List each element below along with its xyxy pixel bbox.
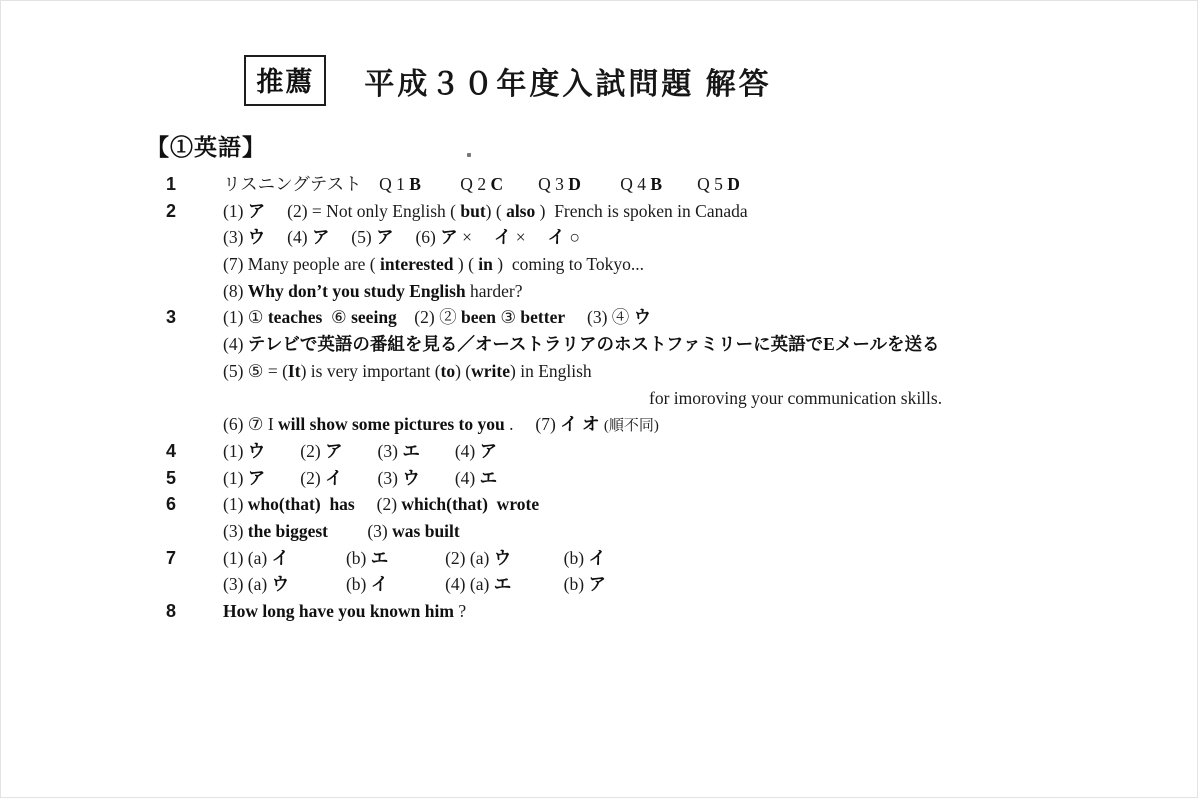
text-segment: イ [325, 467, 343, 488]
text-segment: was built [392, 520, 460, 541]
text-segment: C [490, 174, 504, 194]
text-segment: (6) [393, 227, 441, 248]
text-segment: (6) ⑦ I [223, 414, 279, 435]
text-segment: How long have you known him [223, 601, 454, 622]
text-segment: (b) [511, 574, 589, 595]
text-segment: but [460, 200, 486, 221]
text-segment: × [457, 227, 494, 248]
text-segment: also [506, 200, 536, 221]
text-segment: イ [370, 574, 389, 595]
text-segment: D [727, 174, 740, 194]
text-segment: (3) (a) [223, 574, 272, 595]
answer-line [223, 171, 1167, 198]
text-segment: the biggest [247, 520, 328, 541]
row-number: 5 [166, 467, 177, 488]
text-segment: Q 2 [420, 174, 491, 194]
text-segment: ア [311, 227, 330, 248]
text-segment: (b) [511, 547, 589, 568]
text-segment: (2) (a) [388, 547, 494, 568]
text-segment: ア [376, 227, 394, 248]
answer-line [223, 571, 1167, 598]
text-segment: イ [271, 547, 290, 568]
document-header [1, 55, 1197, 106]
text-segment: イ [493, 227, 512, 248]
row-body [223, 438, 1167, 465]
row-number: 7 [166, 547, 177, 568]
text-segment: (5) [329, 227, 377, 248]
text-segment: (3) [327, 520, 393, 541]
text-segment: which(that) wrote [401, 494, 540, 515]
answer-line [223, 224, 1167, 251]
text-segment: ア [588, 574, 606, 595]
answer-row [166, 491, 1167, 544]
text-segment: リスニングテスト Q 1 [223, 174, 410, 194]
row-body [223, 465, 1167, 492]
text-segment: ⑥ [322, 307, 352, 328]
text-segment: (順不同) [603, 418, 659, 435]
answer-row [166, 198, 1167, 305]
text-segment: (2) [354, 494, 402, 515]
text-segment: ) ( [485, 200, 507, 221]
text-segment: Q 5 [662, 174, 728, 194]
text-segment: Why don’t you study English [247, 280, 466, 301]
text-segment: イ [547, 227, 565, 248]
text-segment: (5) ⑤ = ( [223, 360, 288, 381]
text-segment: Q 4 [580, 174, 651, 194]
text-segment: (7) Many people are ( [223, 254, 380, 275]
row-body [223, 198, 1167, 305]
answer-row [166, 598, 1167, 625]
row-body [223, 545, 1167, 598]
text-segment: teaches [267, 307, 323, 328]
text-segment: エ [479, 467, 498, 488]
text-segment: (8) [223, 280, 248, 301]
text-segment: been [460, 307, 496, 328]
answer-line [223, 251, 1167, 278]
text-segment: ウ [247, 227, 266, 248]
answer-row [166, 304, 1167, 437]
text-segment: ) is very important ( [300, 360, 441, 381]
text-segment: (1) [223, 467, 248, 488]
row-body [223, 598, 1167, 625]
text-segment: (4) [223, 334, 248, 355]
text-segment: harder? [465, 280, 523, 301]
text-segment: interested [379, 254, 454, 275]
text-segment: (2) = Not only English ( [265, 200, 461, 221]
answer-row [166, 438, 1167, 465]
answer-line [223, 358, 1167, 385]
text-segment: ア [247, 467, 266, 488]
answer-line [223, 304, 1167, 331]
row-body [223, 171, 1167, 198]
answer-line [223, 411, 1167, 438]
text-segment: ) coming to Tokyo... [492, 254, 644, 275]
text-segment: エ [370, 547, 389, 568]
text-segment: (b) [289, 547, 371, 568]
text-segment: for imoroving your communication skills. [649, 387, 943, 408]
answer-line [223, 331, 1167, 358]
text-segment: ウ [633, 307, 652, 328]
text-segment: B [650, 174, 663, 194]
text-segment: to [440, 360, 456, 381]
answer-line [223, 598, 1167, 625]
row-number: 3 [166, 307, 177, 328]
row-number: 6 [166, 494, 177, 515]
text-segment: × [511, 227, 548, 248]
text-segment: エ [493, 574, 512, 595]
text-segment: It [287, 360, 301, 381]
text-segment: イ [588, 547, 606, 568]
text-segment: (4) [265, 227, 312, 248]
row-number: 4 [166, 440, 177, 461]
text-segment: ア [479, 440, 498, 461]
text-segment: イ オ [560, 414, 600, 435]
text-segment: ウ [247, 440, 266, 461]
text-segment: ○ [565, 227, 580, 248]
answer-line [223, 491, 1167, 518]
answer-line [223, 545, 1167, 572]
answer-line [223, 465, 1167, 492]
text-segment: D [568, 174, 581, 194]
text-segment: ア [325, 440, 343, 461]
answer-line [223, 385, 1167, 412]
text-segment: will show some pictures to you [278, 414, 505, 435]
text-segment: Q 3 [503, 174, 569, 194]
text-segment: (3) ④ [565, 307, 634, 328]
section-heading-english: 【①英語】 [146, 134, 266, 160]
text-segment: (3) [342, 467, 403, 488]
text-segment: ? [453, 601, 467, 622]
text-segment: who(that) has [247, 494, 355, 515]
text-segment: (1) ① [223, 307, 268, 328]
text-segment: (1) [223, 200, 248, 221]
text-segment: ウ [271, 574, 290, 595]
text-segment: (2) [265, 440, 326, 461]
answer-line [223, 278, 1167, 305]
text-segment: ③ [495, 307, 521, 328]
text-segment: (1) (a) [223, 547, 272, 568]
text-segment: (4) [419, 467, 480, 488]
text-segment: ) ( [453, 254, 479, 275]
text-segment: (2) ② [396, 307, 461, 328]
row-number: 1 [166, 174, 177, 194]
text-segment: (3) [223, 520, 248, 541]
text-segment: (3) [342, 440, 403, 461]
text-segment: in [478, 254, 493, 275]
answer-line [223, 518, 1167, 545]
text-segment: (1) [223, 494, 248, 515]
text-segment: ウ [402, 467, 420, 488]
text-segment: seeing [351, 307, 397, 328]
row-number: 2 [166, 200, 177, 221]
answer-line [223, 198, 1167, 225]
row-number: 8 [166, 601, 177, 622]
text-segment: テレビで英語の番組を見る／オーストラリアのホストファミリーに英語でEメールを送る [247, 334, 940, 355]
text-segment: ) ( [455, 360, 472, 381]
text-segment: write [471, 360, 511, 381]
text-segment: (4) (a) [388, 574, 494, 595]
text-segment: (2) [265, 467, 326, 488]
text-segment: (1) [223, 440, 248, 461]
text-segment: ア [440, 227, 458, 248]
text-segment: ア [247, 200, 266, 221]
answer-line [223, 438, 1167, 465]
text-segment: ) French is spoken in Canada [535, 200, 748, 221]
text-segment: ) in English [510, 360, 592, 381]
text-segment: エ [402, 440, 420, 461]
row-body [223, 304, 1167, 437]
answer-row [166, 171, 1167, 198]
answer-rows [166, 171, 1167, 625]
text-segment: better [520, 307, 566, 328]
text-segment: (3) [223, 227, 248, 248]
answer-row [166, 465, 1167, 492]
scan-speck-artifact [467, 153, 471, 157]
text-segment: B [409, 174, 421, 194]
document-title: 平成３０年度入試問題 解答 [364, 67, 772, 101]
text-segment: . (7) [504, 414, 561, 435]
text-segment: ウ [493, 547, 512, 568]
row-body [223, 491, 1167, 544]
answer-row [166, 545, 1167, 598]
text-segment: (4) [419, 440, 480, 461]
recommendation-badge: 推薦 [244, 55, 326, 106]
text-segment: (b) [289, 574, 371, 595]
